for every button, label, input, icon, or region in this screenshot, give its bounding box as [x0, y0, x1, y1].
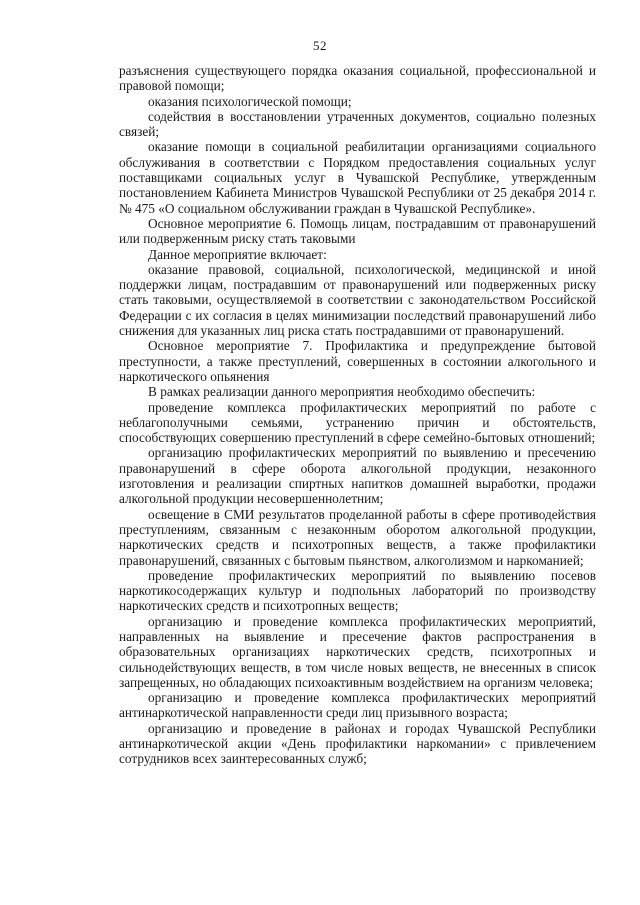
document-body [119, 63, 596, 767]
paragraph: организацию профилактических мероприятий по выявлению и пресечению правонарушений в сфере оборота алкогольной продукции, незаконного изготовления и реализации спиртных напитков домашней выработки, продажи алкогольной продукции несовершеннолетним; [119, 445, 596, 507]
section-heading: Основное мероприятие 7. Профилактика и предупреждение бытовой преступности, а также преступлений, совершенных в состоянии алкогольного и наркотического опьянения [119, 338, 596, 384]
paragraph: организацию и проведение комплекса профилактических мероприятий, направленных на выявление и пресечение фактов распространения в образовательных организациях наркотических средств, психотропных и сильнодействующих веществ, в том числе новых веществ, не внесенных в список запрещенных, но обладающих психоактивным воздействием на организм человека; [119, 613, 596, 690]
paragraph: Данное мероприятие включает: [148, 246, 327, 262]
paragraph: освещение в СМИ результатов проделанной работы в сфере противодействия преступлениям, связанным с незаконным оборотом алкогольной продукции, наркотических средств и психотропных веществ, а также профилактики правонарушений, связанных с бытовым пьянством, алкоголизмом и наркоманией; [119, 506, 596, 568]
paragraph: оказание правовой, социальной, психологической, медицинской и иной поддержки лицам, пострадавшим от правонарушений или подверженных риску стать таковыми, осуществляемой в соответствии с законодательством Российской Федерации с их согласия в целях минимизации последствий правонарушений либо снижения для указанных лиц риска стать пострадавшими от правонарушений. [119, 261, 596, 339]
paragraph: проведение комплекса профилактических мероприятий по работе с неблагополучными семьями, устранению причин и обстоятельств, способствующих совершению преступлений в сфере семейно-бытовых отношений; [119, 399, 596, 446]
paragraph: оказание помощи в социальной реабилитации организациями социального обслуживания в соответствии с Порядком предоставления социальных услуг поставщиками социальных услуг в Чувашской Республике, утвержденным постановлением Кабинета Министров Чувашской Республики от 25 декабря 2014 г. № 475 «О социальном обслуживании граждан в Чувашской Республике». [119, 139, 596, 216]
paragraph: оказания психологической помощи; [148, 93, 352, 109]
paragraph: организацию и проведение в районах и городах Чувашской Республики антинаркотической акции «День профилактики наркомании» с привлечением сотрудников всех заинтересованных служб; [119, 720, 596, 767]
paragraph: В рамках реализации данного мероприятия необходимо обеспечить: [148, 384, 536, 400]
paragraph: организацию и проведение комплекса профилактических мероприятий антинаркотической направленности среди лиц призывного возраста; [119, 690, 596, 721]
paragraph: проведение профилактических мероприятий по выявлению посевов наркотикосодержащих культур и подпольных лабораторий по производству наркотических средств и психотропных веществ; [119, 567, 596, 614]
paragraph: разъяснения существующего порядка оказания социальной, профессиональной и правовой помощи; [119, 63, 596, 94]
section-heading: Основное мероприятие 6. Помощь лицам, пострадавшим от правонарушений или подверженным риску стать таковыми [119, 215, 596, 247]
paragraph: содействия в восстановлении утраченных документов, социально полезных связей; [119, 108, 596, 140]
page-number: 52 [313, 38, 327, 53]
